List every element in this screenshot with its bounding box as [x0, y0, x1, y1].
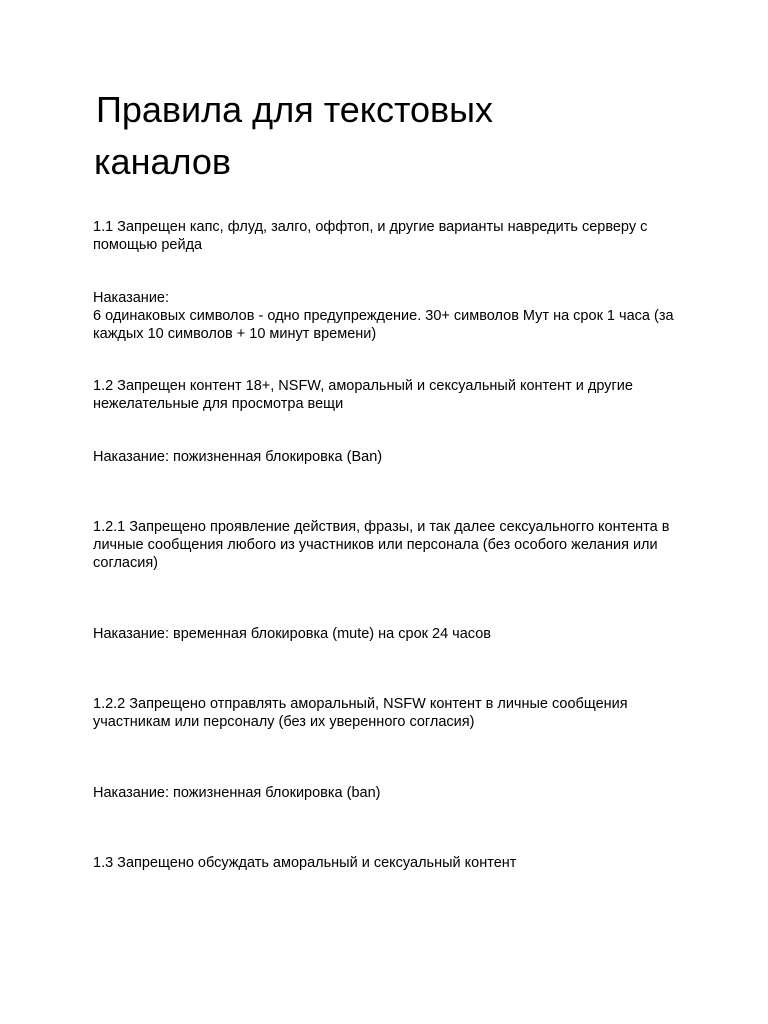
text-line: 1.2.1 Запрещено проявление действия, фразы, и так далее сексуальногго контента в	[93, 519, 670, 535]
title-line: Правила для текстовых	[96, 89, 494, 130]
punishment-1-2-1	[93, 625, 673, 643]
text-line: согласия)	[93, 555, 159, 571]
text-line: Наказание: временная блокировка (mute) на срок 24 часов	[93, 626, 491, 642]
text-line: 1.1 Запрещен капс, флуд, залго, оффтоп, и другие варианты навредить серверу с	[93, 219, 648, 235]
punishment-1-2	[93, 448, 673, 466]
rule-1-2	[93, 377, 673, 413]
text-line: Наказание: пожизненная блокировка (ban)	[93, 785, 381, 801]
text-line: 6 одинаковых символов - одно предупреждение. 30+ символов Мут на срок 1 часа (за	[93, 308, 674, 324]
rule-1-1	[93, 218, 673, 254]
text-line: помощью рейда	[93, 237, 203, 253]
text-line: Наказание:	[93, 290, 170, 306]
text-line: 1.3 Запрещено обсуждать аморальный и сексуальный контент	[93, 855, 517, 871]
punishment-1-2-2	[93, 784, 673, 802]
rule-1-2-2	[93, 695, 673, 731]
text-line: нежелательные для просмотра вещи	[93, 396, 344, 412]
text-line: каждых 10 символов + 10 минут времени)	[93, 326, 377, 342]
title-line: каналов	[94, 141, 232, 182]
text-line: Наказание: пожизненная блокировка (Ban)	[93, 449, 383, 465]
text-line: участникам или персоналу (без их уверенного согласия)	[93, 714, 475, 730]
rule-1-3	[93, 854, 673, 872]
text-line: 1.2 Запрещен контент 18+, NSFW, аморальный и сексуальный контент и другие	[93, 378, 633, 394]
text-line: 1.2.2 Запрещено отправлять аморальный, NSFW контент в личные сообщения	[93, 696, 628, 712]
rule-1-2-1	[93, 518, 673, 572]
document-title	[94, 84, 654, 188]
text-line: личные сообщения любого из участников или персонала (без особого желания или	[93, 537, 658, 553]
punishment-1-1	[93, 289, 673, 343]
